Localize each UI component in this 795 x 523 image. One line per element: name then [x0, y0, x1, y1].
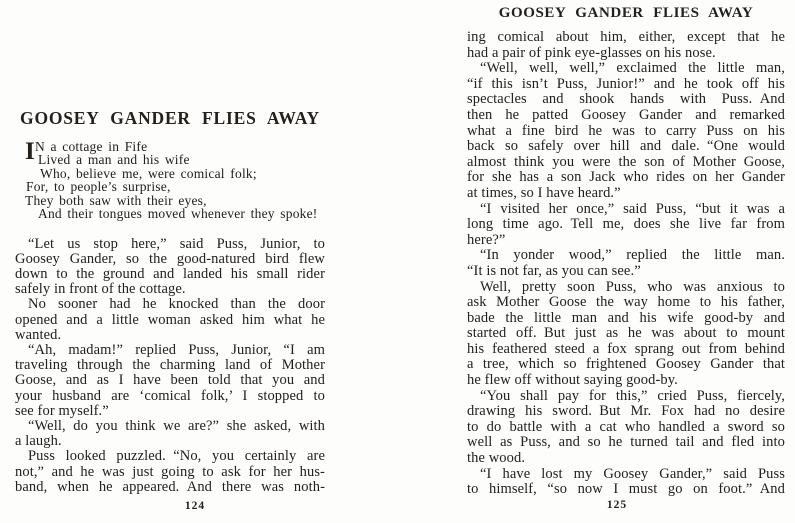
text-line: “You shall pay for this,” cried Puss, fiercely,	[480, 387, 785, 404]
paragraph	[467, 389, 785, 467]
text-line: a tree, which so frightened Goosey Gander that	[467, 356, 785, 373]
text-line: see for myself.”	[15, 402, 109, 419]
text-line: to himself, “so now I must go on foot.” And	[467, 481, 785, 498]
right-page-body	[467, 30, 785, 498]
text-line: “Ah, madam!” replied Puss, Junior, “I am	[28, 341, 325, 358]
poem	[25, 140, 325, 220]
text-line: back so safely over hill and dale. “One would	[467, 138, 785, 155]
paragraph	[467, 280, 785, 389]
text-line: here?”	[467, 231, 506, 248]
text-line: the wood.	[467, 450, 526, 467]
text-line: “It is not far, as you can see.”	[467, 262, 641, 279]
chapter-title: GOOSEY GANDER FLIES AWAY	[20, 108, 320, 128]
paragraph	[467, 467, 785, 498]
text-line: “I have lost my Goosey Gander,” said Puss	[480, 465, 785, 482]
left-page-body	[15, 237, 325, 495]
text-line: Puss looked puzzled. “No, you certainly are	[28, 448, 325, 465]
running-head: GOOSEY GANDER FLIES AWAY	[498, 5, 754, 21]
text-line: No sooner had he knocked than the door	[28, 296, 325, 313]
text-line: to do battle with a cat who handled a sword so	[467, 418, 785, 435]
text-line: Well, pretty soon Puss, who was anxious to	[480, 278, 785, 295]
poem-line: They both saw with their eyes,	[25, 192, 207, 208]
text-line: started off. But just as he was about to mount	[467, 325, 785, 342]
text-line: traveling through the charming land of Mother	[15, 357, 325, 374]
text-line: your husband are ‘comical folk,’ I stopped to	[15, 387, 325, 404]
page-number-right: 125	[606, 499, 628, 511]
text-line: well as Puss, and so he turned tail and fled into	[467, 434, 785, 451]
text-line: “In yonder wood,” replied the little man.	[480, 247, 785, 264]
paragraph	[467, 202, 785, 249]
page-left	[15, 0, 325, 523]
text-line: “Well, do you think we are?” she asked, with	[28, 417, 325, 434]
poem-line: N a cottage in Fife	[35, 139, 148, 154]
page-number-left: 124	[184, 500, 206, 512]
paragraph	[467, 61, 785, 201]
paragraph	[467, 248, 785, 279]
poem-line: And their tongues moved whenever they spoke!	[38, 206, 318, 222]
paragraph	[15, 297, 325, 343]
paragraph	[15, 237, 325, 298]
poem-line: Lived a man and his wife	[38, 152, 190, 168]
text-line: what a fine bird he was to carry Puss on his	[467, 122, 785, 139]
text-line: “I visited her once,” said Puss, “but it was a	[480, 200, 785, 217]
text-line: safely in front of the cottage.	[15, 281, 186, 298]
text-line: down to the ground and landed his small rider	[15, 265, 325, 282]
paragraph	[467, 30, 785, 61]
text-line: had a pair of pink eye-glasses on his nose.	[467, 44, 716, 61]
text-line: bade the little man and his wife good-by and	[467, 309, 785, 326]
text-line: band, when he appeared. And there was noth-	[15, 478, 325, 495]
text-line: almost think you were the son of Mother Goose,	[467, 153, 785, 170]
text-line: not,” and he was just going to ask for her hus-	[15, 463, 325, 480]
text-line: “if this isn’t Puss, Junior!” and he took off his	[467, 75, 785, 92]
text-line: at times, so I have heard.”	[467, 184, 621, 201]
text-line: Goosey Gander, so the good-natured bird flew	[15, 250, 325, 267]
text-line: ing comical about him, either, except that he	[467, 29, 785, 45]
text-line: a laugh.	[15, 433, 62, 450]
paragraph	[15, 419, 325, 449]
text-line: his feathered steed a fox sprang out from behind	[467, 340, 785, 357]
text-line: for she has a son Jack who rides on her Gander	[467, 169, 785, 186]
text-line: he flew off without saying good-by.	[467, 372, 678, 389]
page-right	[467, 0, 785, 523]
paragraph	[15, 449, 325, 495]
text-line: wanted.	[15, 326, 62, 343]
poem-line: For, to people’s surprise,	[26, 179, 171, 195]
text-line: then he patted Goosey Gander and remarked	[467, 106, 785, 123]
text-line: “Let us stop here,” said Puss, Junior, to	[28, 235, 325, 252]
text-line: drawing his sword. But Mr. Fox had no desire	[467, 403, 785, 420]
text-line: long time ago. Tell me, does she live far from	[467, 216, 785, 233]
text-line: Goose, and as I have been told that you and	[15, 372, 325, 389]
text-line: “Well, well, well,” exclaimed the little man,	[480, 60, 785, 77]
text-line: spectacles and shook hands with Puss. And	[467, 91, 785, 108]
text-line: opened and a little woman asked him what he	[15, 311, 325, 328]
paragraph	[15, 343, 325, 419]
poem-drop-cap: I	[25, 138, 35, 165]
poem-lines	[25, 140, 325, 220]
text-line: ask Mother Goose the way home to his father,	[467, 294, 785, 311]
poem-line: Who, believe me, were comical folk;	[40, 165, 257, 181]
